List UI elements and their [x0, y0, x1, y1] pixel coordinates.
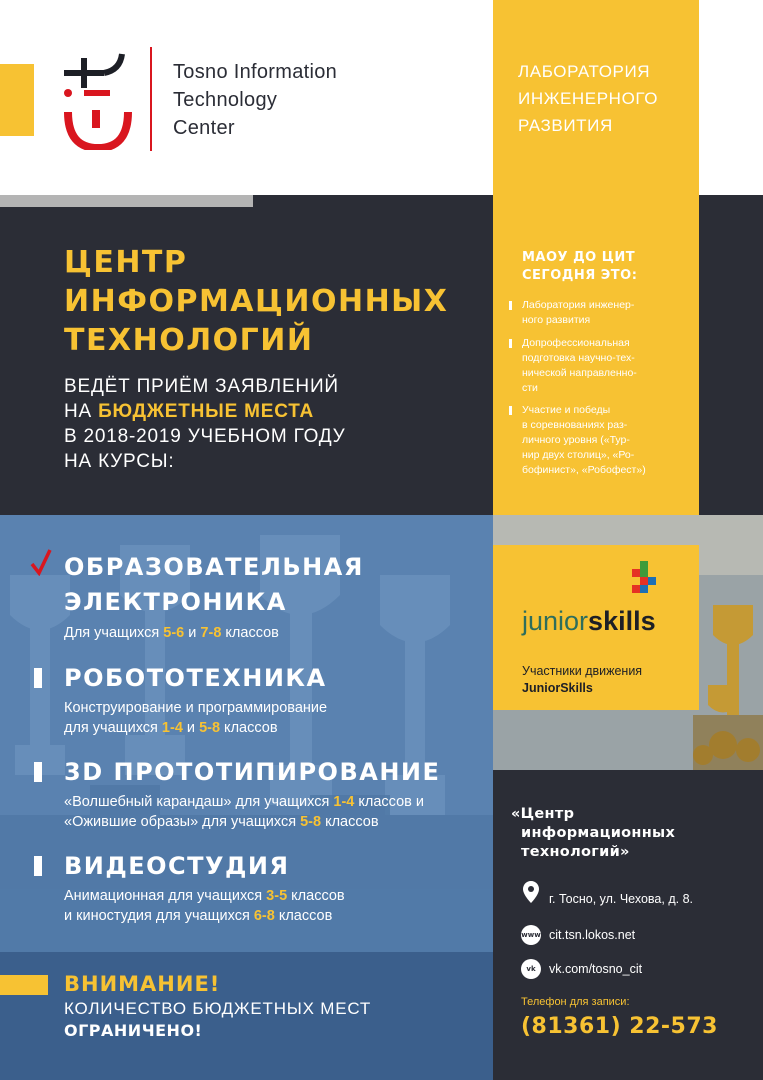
course-title: ОБРАЗОВАТЕЛЬНАЯ	[64, 553, 364, 581]
contacts-title-3: технологий»	[521, 844, 630, 860]
bullet-icon	[509, 339, 512, 348]
course-title: РОБОТОТЕХНИКА	[64, 664, 327, 692]
lab-line-2: ИНЖЕНЕРНОГО	[518, 89, 659, 108]
course-description: и киностудия для учащихся 6-8 классов	[64, 908, 333, 924]
course-title: 3D ПРОТОТИПИРОВАНИЕ	[64, 758, 441, 786]
course-description: Анимационная для учащихся 3-5 классов	[64, 888, 345, 904]
course-description: Для учащихся 5-6 и 7-8 классов	[64, 625, 279, 641]
today-item: Допрофессиональная подготовка научно-тех- нической направленно- сти	[507, 336, 687, 396]
phone-number[interactable]: (81361) 22-573	[521, 1014, 718, 1039]
address-text: г. Тосно, ул. Чехова, д. 8.	[549, 892, 693, 906]
attention-accent-block	[0, 975, 48, 995]
today-item: Участие и победы в соревнованиях раз- личного уровня («Тур- нир двух столиц», «Ро- бофинист», «Робофест»)	[507, 403, 687, 478]
org-name-line-2: Technology	[173, 89, 278, 111]
intro-line-1: ВЕДЁТ ПРИЁМ ЗАЯВЛЕНИЙ	[64, 376, 339, 397]
web-icon: www	[521, 925, 541, 945]
course-title: ЭЛЕКТРОНИКА	[64, 588, 287, 616]
intro-line-3: В 2018-2019 УЧЕБНОМ ГОДУ	[64, 426, 346, 447]
org-name-line-3: Center	[173, 117, 235, 139]
contacts-title-1: «Центр	[511, 806, 575, 822]
course-bullet-icon	[34, 762, 42, 782]
today-title-2: СЕГОДНЯ ЭТО:	[522, 268, 638, 283]
attention-line-2: ОГРАНИЧЕНО!	[64, 1021, 203, 1040]
vk-icon: vk	[521, 959, 541, 979]
gray-bar	[0, 195, 253, 207]
checkmark-icon	[30, 548, 52, 576]
intro-line-2: НА БЮДЖЕТНЫЕ МЕСТА	[64, 401, 314, 422]
phone-label: Телефон для записи:	[521, 996, 630, 1008]
location-pin-icon	[523, 881, 539, 903]
title-line-3: ТЕХНОЛОГИЙ	[64, 323, 314, 358]
title-line-2: ИНФОРМАЦИОННЫХ	[64, 284, 449, 319]
course-bullet-icon	[34, 668, 42, 688]
org-name-line-1: Tosno Information	[173, 61, 338, 83]
attention-line-1: КОЛИЧЕСТВО БЮДЖЕТНЫХ МЕСТ	[64, 999, 372, 1018]
website-link[interactable]: cit.tsn.lokos.net	[549, 928, 636, 942]
vk-link[interactable]: vk.com/tosno_cit	[549, 962, 643, 976]
juniorskills-caption-2: JuniorSkills	[522, 681, 593, 695]
course-bullet-icon	[34, 856, 42, 876]
juniorskills-logo-icon	[630, 561, 660, 601]
attention-title: ВНИМАНИЕ!	[64, 972, 221, 996]
bullet-icon	[509, 301, 512, 310]
intro-line-4: НА КУРСЫ:	[64, 451, 175, 472]
cit-logo-icon	[62, 50, 134, 150]
course-title: ВИДЕОСТУДИЯ	[64, 852, 290, 880]
contacts-title-2: информационных	[521, 825, 676, 841]
white-strip	[699, 0, 763, 195]
lab-line-3: РАЗВИТИЯ	[518, 116, 613, 135]
title-line-1: ЦЕНТР	[64, 245, 188, 280]
course-description: Конструирование и программирование	[64, 700, 328, 716]
today-item: Лаборатория инженер- ного развития	[507, 298, 687, 328]
budget-highlight: БЮДЖЕТНЫЕ МЕСТА	[98, 401, 314, 422]
course-description: «Волшебный карандаш» для учащихся 1-4 классов и	[64, 794, 424, 810]
juniorskills-wordmark: juniorskills	[522, 606, 656, 636]
bullet-icon	[509, 406, 512, 415]
course-description: для учащихся 1-4 и 5-8 классов	[64, 720, 278, 736]
course-description: «Ожившие образы» для учащихся 5-8 классов	[64, 814, 379, 830]
lab-line-1: ЛАБОРАТОРИЯ	[518, 62, 651, 81]
juniorskills-caption-1: Участники движения	[522, 664, 643, 678]
logo-divider	[150, 47, 152, 151]
accent-block	[0, 64, 34, 136]
today-title-1: МАОУ ДО ЦИТ	[522, 250, 636, 265]
